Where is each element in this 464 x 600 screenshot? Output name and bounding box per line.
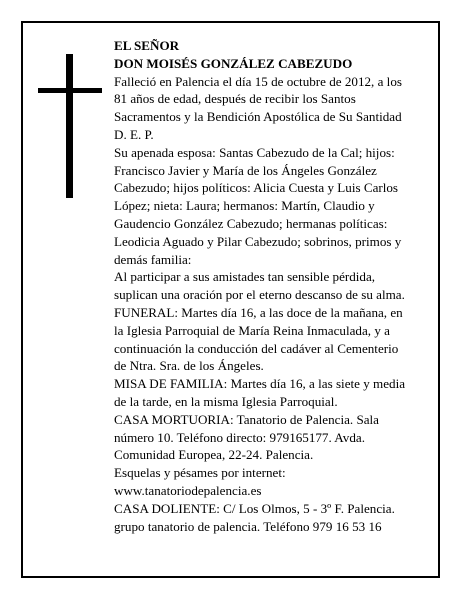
obituary-line: grupo tanatorio de palencia. Teléfono 979 16 53 16 [114,518,382,534]
obituary-line: Falleció en Palencia el día 15 de octubre de 2012, a los [114,73,402,89]
obituary-line: de la tarde, en la misma Iglesia Parroquial. [114,393,338,409]
cross-horizontal-bar [38,88,102,93]
obituary-line: D. E. P. [114,126,154,142]
obituary-line: número 10. Teléfono directo: 979165177. Avda. [114,429,365,445]
obituary-line: Esquelas y pésames por internet: [114,465,286,481]
obituary-line: CASA DOLIENTE: C/ Los Olmos, 5 - 3º F. Palencia. [114,500,395,516]
obituary-line: MISA DE FAMILIA: Martes día 16, a las siete y media [114,376,406,392]
obituary-line: Comunidad Europea, 22-24. Palencia. [114,447,314,463]
obituary-line: Gaudencio González Cabezudo; hermanas políticas: [114,215,388,231]
obituary-line: Al participar a sus amistades tan sensible pérdida, [114,269,376,285]
obituary-line: Sacramentos y la Bendición Apostólica de Su Santidad [114,109,402,125]
obituary-line: Su apenada esposa: Santas Cabezudo de la Cal; hijos: [114,144,395,160]
obituary-line: CASA MORTUORIA: Tanatorio de Palencia. Sala [114,411,379,427]
deceased-name-line: DON MOISÉS GONZÁLEZ CABEZUDO [114,55,353,71]
obituary-line: continuación la conducción del cadáver al Cementerio [114,340,399,356]
obituary-line: www.tanatoriodepalencia.es [114,482,262,498]
obituary-line: Leodicia Aguado y Pilar Cabezudo; sobrinos, primos y [114,233,402,249]
cross-icon [38,54,102,198]
obituary-line: 81 años de edad, después de recibir los Santos [114,91,356,107]
deceased-name-line: EL SEÑOR [114,38,180,53]
obituary-line: de Ntra. Sra. de los Ángeles. [114,358,264,374]
obituary-line: demás familia: [114,251,192,267]
obituary-line: la Iglesia Parroquial de María Reina Inmaculada, y a [114,322,390,338]
obituary-line: Francisco Javier y María de los Ángeles González [114,162,377,178]
cross-vertical-bar [66,54,73,198]
obituary-line: suplican una oración por el eterno descanso de su alma. [114,287,405,303]
obituary-line: FUNERAL: Martes día 16, a las doce de la mañana, en [114,304,403,320]
obituary-line: Cabezudo; hijos políticos: Alicia Cuesta y Luis Carlos [114,180,399,196]
obituary-line: López; nieta: Laura; hermanos: Martín, Claudio y [114,198,375,214]
obituary-text [114,37,432,535]
